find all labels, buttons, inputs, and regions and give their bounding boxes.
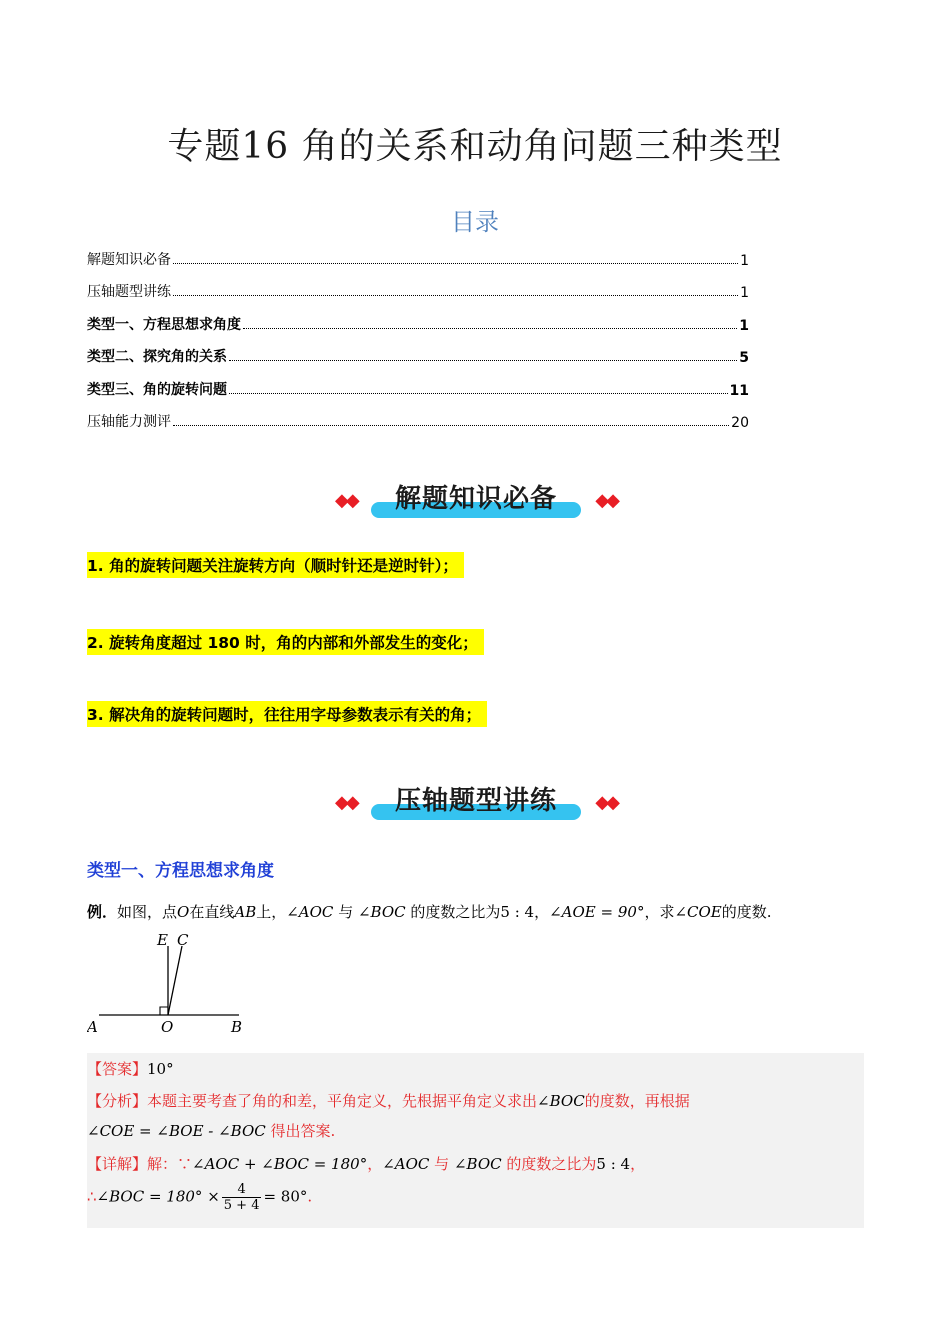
example-text: ， <box>534 903 550 921</box>
toc-item[interactable] <box>87 366 749 399</box>
diamond-decoration-icon: ◆◆ <box>595 490 617 511</box>
toc-item-page: 11 <box>729 382 749 399</box>
example-text: ，求 <box>644 903 675 921</box>
analysis-text: 的度数，再根据 <box>584 1092 690 1110</box>
diamond-decoration-icon: ◆◆ <box>335 490 357 511</box>
answer-line <box>87 1058 174 1079</box>
example-text: 在直线 <box>189 903 235 921</box>
toc-leader-dots <box>229 360 737 361</box>
example-label: 例． <box>87 903 118 921</box>
fraction-numerator: 4 <box>222 1182 262 1198</box>
knowledge-point-1: 1. 角的旋转问题关注旋转方向（顺时针还是逆时针）； <box>87 552 464 578</box>
toc-leader-dots <box>229 393 728 394</box>
toc-leader-dots <box>173 295 738 296</box>
detail-text: ， <box>367 1155 383 1173</box>
toc-item-label: 解题知识必备 <box>87 251 171 268</box>
math-expr: ∠COE = ∠BOE - ∠BOC <box>87 1122 266 1140</box>
math-expr: ∠BOC = 180° × <box>96 1187 220 1206</box>
banner-title: 压轴题型讲练 <box>394 786 557 816</box>
example-text: 与 <box>333 903 358 921</box>
table-of-contents <box>87 236 749 431</box>
section-banner-practice <box>335 780 617 824</box>
fraction-denominator: 5 + 4 <box>223 1198 260 1213</box>
toc-item-label: 类型三、角的旋转问题 <box>87 381 227 398</box>
toc-item-label: 压轴题型讲练 <box>87 284 171 300</box>
diamond-decoration-icon: ◆◆ <box>335 792 357 813</box>
label-o: O <box>161 1018 174 1036</box>
example-text: 上， <box>256 903 287 921</box>
analysis-tag: 【分析】 <box>87 1092 148 1110</box>
answer-tag: 【答案】 <box>87 1060 148 1078</box>
ray-oc <box>168 946 182 1015</box>
toc-leader-dots <box>173 425 729 426</box>
calculation-line <box>87 1182 312 1213</box>
detail-text: 解：∵ <box>147 1155 193 1173</box>
math-expr: ∠COE <box>674 903 722 921</box>
analysis-text: 得出答案. <box>265 1122 336 1140</box>
math-expr: ∠BOC <box>357 903 406 921</box>
detail-text: ， <box>630 1155 646 1173</box>
detail-line <box>87 1153 645 1174</box>
analysis-line-2 <box>87 1120 335 1141</box>
detail-text: 与 <box>429 1155 454 1173</box>
toc-leader-dots <box>173 263 738 264</box>
detail-text: 的度数之比为 <box>501 1155 597 1173</box>
toc-heading: 目录 <box>451 208 499 236</box>
toc-item[interactable] <box>87 334 749 367</box>
toc-item[interactable] <box>87 236 749 269</box>
math-var: AB <box>234 903 257 921</box>
toc-item-label: 类型二、探究角的关系 <box>87 349 227 365</box>
math-expr: ∠AOE = 90° <box>549 903 645 921</box>
toc-item[interactable] <box>87 301 749 334</box>
diamond-decoration-icon: ◆◆ <box>595 792 617 813</box>
banner-title: 解题知识必备 <box>394 484 557 514</box>
example-text: 如图，点 <box>117 903 178 921</box>
toc-item-page: 1 <box>740 285 749 301</box>
math-expr: ∠BOC <box>537 1092 585 1110</box>
toc-item-page: 1 <box>739 317 749 334</box>
math-var: O <box>177 903 190 921</box>
knowledge-point-2: 2. 旋转角度超过 180 时，角的内部和外部发生的变化； <box>87 629 484 655</box>
fraction <box>222 1182 262 1213</box>
label-c: C <box>177 931 189 949</box>
toc-leader-dots <box>243 328 737 329</box>
analysis-text: 本题主要考查了角的和差，平角定义，先根据平角定义求出 <box>147 1092 538 1110</box>
math-expr: = 80° <box>263 1187 308 1206</box>
math-expr: ∠AOC + ∠BOC = 180° <box>192 1155 368 1173</box>
answer-value: 10° <box>147 1060 174 1078</box>
toc-item-label: 压轴能力测评 <box>87 414 171 430</box>
math-expr: ∠AOC <box>286 903 334 921</box>
section-banner-knowledge <box>335 478 617 522</box>
calc-end: . <box>307 1187 313 1206</box>
therefore-symbol: ∴ <box>87 1187 97 1206</box>
toc-item-label: 类型一、方程思想求角度 <box>87 316 241 333</box>
analysis-line <box>87 1090 690 1111</box>
right-angle-mark <box>160 1007 168 1015</box>
detail-tag: 【详解】 <box>87 1155 148 1173</box>
page-title: 专题16 角的关系和动角问题三种类型 <box>167 126 783 167</box>
math-expr: ∠BOC <box>453 1155 502 1173</box>
toc-item-page: 1 <box>740 252 749 269</box>
math-expr: 5 : 4 <box>596 1155 631 1173</box>
toc-item-page: 5 <box>739 350 749 366</box>
example-text: 的度数之比为 <box>405 903 501 921</box>
example-question <box>87 901 772 922</box>
geometry-figure <box>87 928 257 1040</box>
math-expr: ∠AOC <box>382 1155 430 1173</box>
toc-item-page: 20 <box>731 415 749 431</box>
knowledge-point-3: 3. 解决角的旋转问题时，往往用字母参数表示有关的角； <box>87 701 487 727</box>
toc-item[interactable] <box>87 269 749 302</box>
type-heading: 类型一、方程思想求角度 <box>87 861 274 881</box>
math-expr: 5 : 4 <box>500 903 535 921</box>
label-a: A <box>87 1018 98 1036</box>
label-e: E <box>157 931 168 949</box>
toc-item[interactable] <box>87 399 749 432</box>
example-text: 的度数. <box>721 903 772 921</box>
label-b: B <box>231 1018 243 1036</box>
